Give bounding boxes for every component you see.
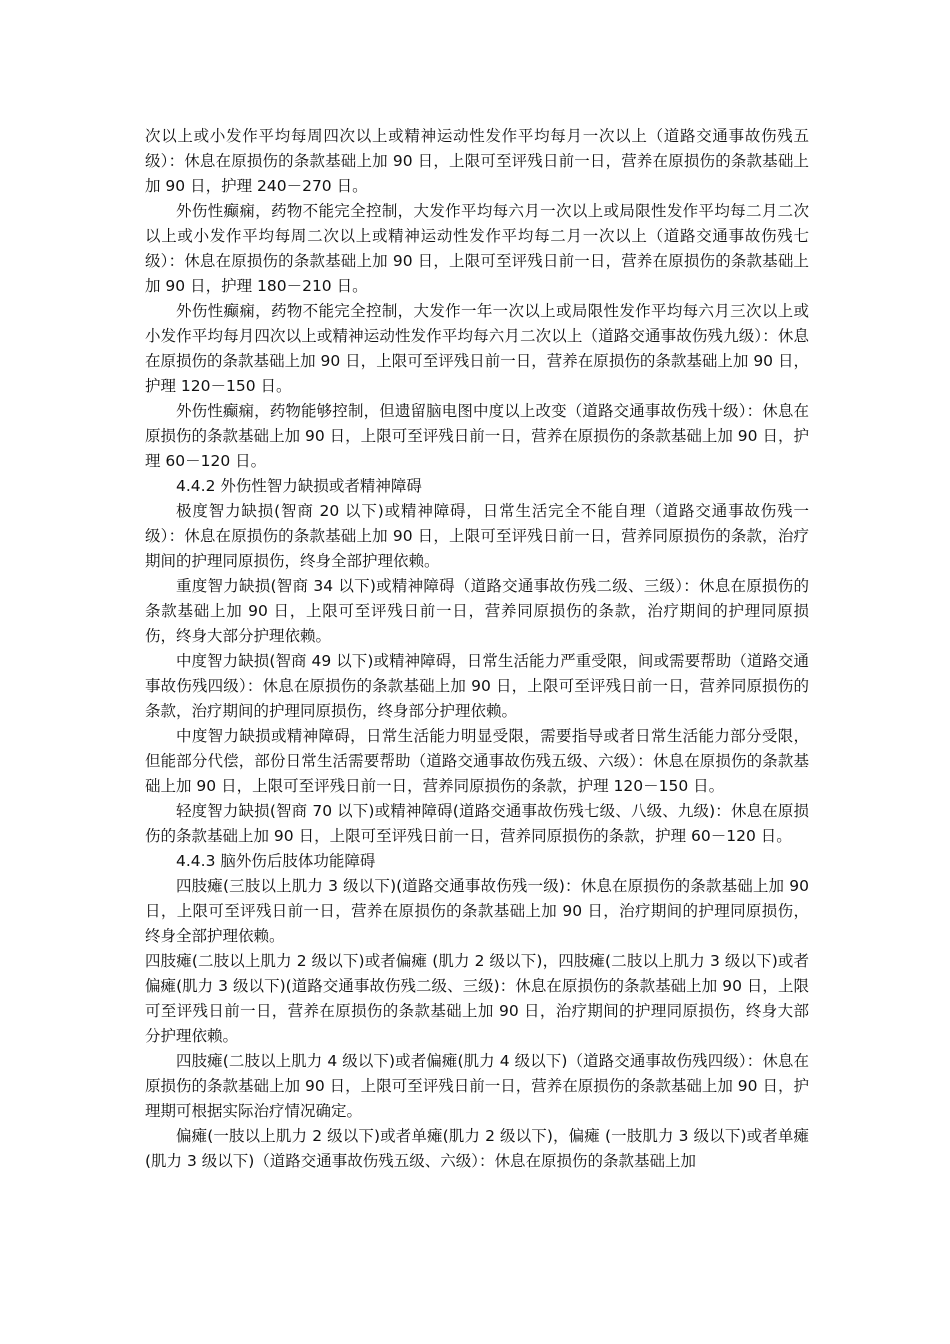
paragraph-6: 极度智力缺损(智商 20 以下)或精神障碍，日常生活完全不能自理（道路交通事故伤残一级）：休息在原损伤的条款基础上加 90 日，上限可至评残日前一日，营养同原损伤的条款，治疗期间的护理同原损伤，终身全部护理依赖。 xyxy=(145,502,809,570)
paragraph-13: 四肢瘫(二肢以上肌力 2 级以下)或者偏瘫 (肌力 2 级以下)，四肢瘫(二肢以上肌力 3 级以下)或者偏瘫(肌力 3 级以下)(道路交通事故伤残二级、三级)：休息在原损伤的条款基础上加 90 日，上限可至评残日前一日，营养在原损伤的条款基础上加 90 日，治疗期间的护理同原损伤，终身大部分护理依赖。 xyxy=(145,952,809,1045)
paragraph-2: 外伤性癫痫，药物不能完全控制，大发作平均每六月一次以上或局限性发作平均每二月二次以上或小发作平均每周二次以上或精神运动性发作平均每二月一次以上（道路交通事故伤残七级）：休息在原损伤的条款基础上加 90 日，上限可至评残日前一日，营养在原损伤的条款基础上加 90 日，护理 180－210 日。 xyxy=(145,202,809,295)
paragraph-10: 轻度智力缺损(智商 70 以下)或精神障碍(道路交通事故伤残七级、八级、九级)：休息在原损伤的条款基础上加 90 日，上限可至评残日前一日，营养同原损伤的条款，护理 60－120 日。 xyxy=(145,802,809,845)
paragraph-15: 偏瘫(一肢以上肌力 2 级以下)或者单瘫(肌力 2 级以下)，偏瘫 (一肢肌力 3 级以下)或者单瘫(肌力 3 级以下)（道路交通事故伤残五级、六级）：休息在原损伤的条款基础上加 xyxy=(145,1127,809,1170)
paragraph-9: 中度智力缺损或精神障碍，日常生活能力明显受限，需要指导或者日常生活能力部分受限，但能部分代偿，部份日常生活需要帮助（道路交通事故伤残五级、六级）：休息在原损伤的条款基础上加 90 日，上限可至评残日前一日，营养同原损伤的条款，护理 120－150 日。 xyxy=(145,727,809,795)
paragraph-8: 中度智力缺损(智商 49 以下)或精神障碍，日常生活能力严重受限，间或需要帮助（道路交通事故伤残四级）：休息在原损伤的条款基础上加 90 日，上限可至评残日前一日，营养同原损伤的条款，治疗期间的护理同原损伤，终身部分护理依赖。 xyxy=(145,652,809,720)
paragraph-3: 外伤性癫痫，药物不能完全控制，大发作一年一次以上或局限性发作平均每六月三次以上或小发作平均每月四次以上或精神运动性发作平均每六月二次以上（道路交通事故伤残九级）：休息在原损伤的条款基础上加 90 日，上限可至评残日前一日，营养在原损伤的条款基础上加 90 日，护理 120－150 日。 xyxy=(145,302,809,395)
paragraph-4: 外伤性癫痫，药物能够控制，但遗留脑电图中度以上改变（道路交通事故伤残十级）：休息在原损伤的条款基础上加 90 日，上限可至评残日前一日，营养在原损伤的条款基础上加 90 日，护理 60－120 日。 xyxy=(145,402,809,470)
paragraph-14: 四肢瘫(二肢以上肌力 4 级以下)或者偏瘫(肌力 4 级以下)（道路交通事故伤残四级）：休息在原损伤的条款基础上加 90 日，上限可至评残日前一日，营养在原损伤的条款基础上加 90 日，护理期可根据实际治疗情况确定。 xyxy=(145,1052,809,1120)
section-heading-4-4-2: 4.4.2 外伤性智力缺损或者精神障碍 xyxy=(176,477,422,495)
paragraph-7: 重度智力缺损(智商 34 以下)或精神障碍（道路交通事故伤残二级、三级）：休息在原损伤的条款基础上加 90 日，上限可至评残日前一日，营养同原损伤的条款，治疗期间的护理同原损伤，终身大部分护理依赖。 xyxy=(145,577,809,645)
paragraph-1: 次以上或小发作平均每周四次以上或精神运动性发作平均每月一次以上（道路交通事故伤残五级）：休息在原损伤的条款基础上加 90 日，上限可至评残日前一日，营养在原损伤的条款基础上加 90 日，护理 240－270 日。 xyxy=(145,127,809,195)
document-page xyxy=(145,124,809,1174)
paragraph-12: 四肢瘫(三肢以上肌力 3 级以下)(道路交通事故伤残一级)：休息在原损伤的条款基础上加 90 日，上限可至评残日前一日，营养在原损伤的条款基础上加 90 日，治疗期间的护理同原损伤，终身全部护理依赖。 xyxy=(145,877,809,945)
section-heading-4-4-3: 4.4.3 脑外伤后肢体功能障碍 xyxy=(176,852,376,870)
